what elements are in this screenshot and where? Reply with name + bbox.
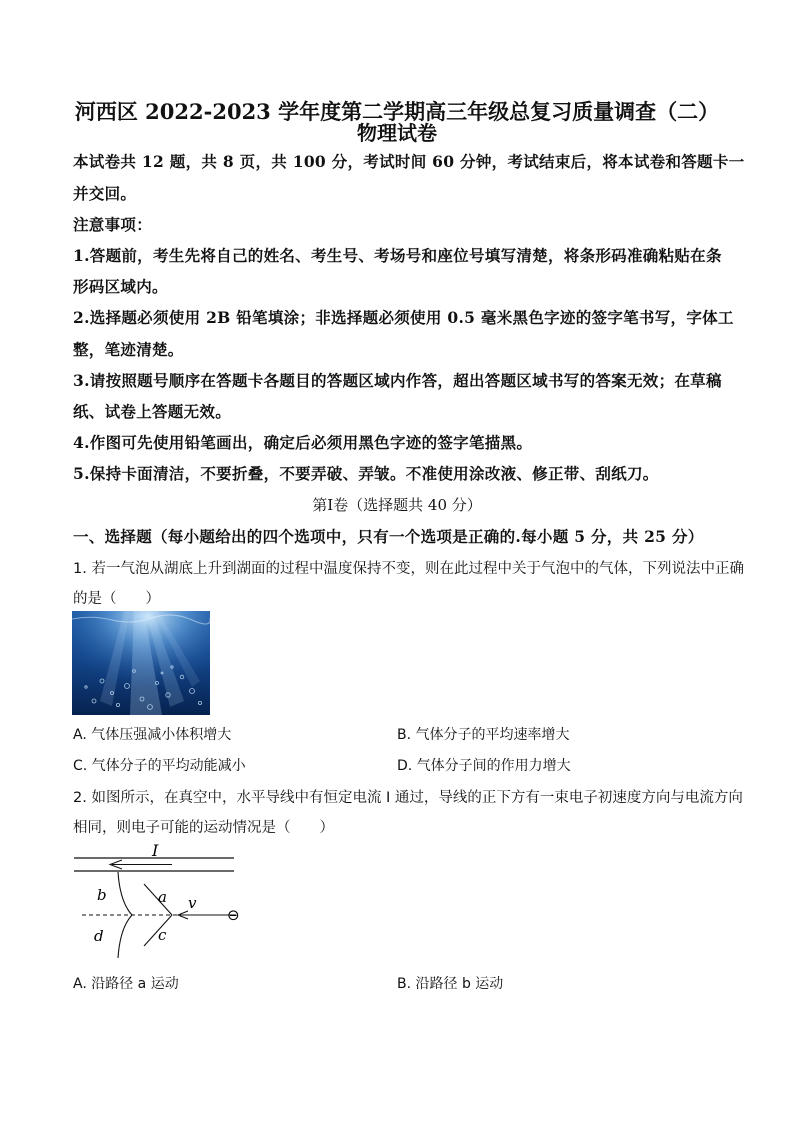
intro-line-1: 本试卷共 12 题，共 8 页，共 100 分，考试时间 60 分钟，考试结束后，将本试卷和答题卡一	[73, 152, 745, 171]
subject-title: 物理试卷	[357, 121, 437, 145]
part-heading: 一、选择题（每小题给出的四个选项中，只有一个选项是正确的.每小题 5 分，共 25 分）	[73, 527, 704, 546]
intro-line-2: 并交回。	[73, 184, 137, 203]
q2-option-a[interactable]: A. 沿路径 a 运动	[73, 976, 179, 992]
note-3-line-1: 3.请按照题号顺序在答题卡各题目的答题区域内作答，超出答题区域书写的答案无效；在草稿	[73, 371, 722, 390]
path-b-curve	[118, 872, 132, 915]
label-a: a	[158, 888, 167, 906]
exam-title: 河西区 2022-2023 学年度第二学期高三年级总复习质量调查（二）	[74, 99, 720, 124]
note-1-line-1: 1.答题前，考生先将自己的姓名、考生号、考场号和座位号填写清楚，将条形码准确粘贴在条	[73, 246, 722, 265]
path-d-curve	[118, 915, 132, 958]
label-d: d	[94, 927, 104, 945]
note-4: 4.作图可先使用铅笔画出，确定后必须用黑色字迹的签字笔描黑。	[73, 433, 533, 452]
q1-option-d[interactable]: D. 气体分子间的作用力增大	[397, 758, 571, 774]
electron-icon: ⊖	[227, 906, 240, 924]
note-1-line-2: 形码区域内。	[73, 277, 168, 296]
notes-heading: 注意事项：	[73, 215, 153, 234]
label-b: b	[97, 886, 107, 904]
volume-heading: 第Ⅰ卷（选择题共 40 分）	[312, 496, 482, 514]
q2-line-2: 相同，则电子可能的运动情况是（ ）	[73, 820, 334, 836]
q1-line-1: 1. 若一气泡从湖底上升到湖面的过程中温度保持不变，则在此过程中关于气泡中的气体，下列说法中正确	[73, 561, 744, 577]
q2-option-b[interactable]: B. 沿路径 b 运动	[397, 976, 504, 992]
note-2-line-2: 整，笔迹清楚。	[73, 340, 184, 359]
q2-line-1: 2. 如图所示，在真空中，水平导线中有恒定电流 I 通过，导线的正下方有一束电子初速度方向与电流方向	[73, 790, 743, 806]
q1-option-c[interactable]: C. 气体分子的平均动能减小	[73, 758, 246, 774]
q1-option-a[interactable]: A. 气体压强减小体积增大	[73, 727, 232, 743]
current-label: I	[152, 841, 159, 860]
underwater-bubbles-image	[72, 611, 210, 715]
note-3-line-2: 纸、试卷上答题无效。	[73, 402, 232, 421]
label-c: c	[158, 926, 167, 944]
q1-line-2: 的是（ ）	[73, 591, 160, 607]
q1-option-b[interactable]: B. 气体分子的平均速率增大	[397, 727, 570, 743]
note-2-line-1: 2.选择题必须使用 2B 铅笔填涂；非选择题必须使用 0.5 毫米黑色字迹的签字笔书写，字体工	[73, 308, 734, 327]
note-5: 5.保持卡面清洁，不要折叠，不要弄破、弄皱。不准使用涂改液、修正带、刮纸刀。	[73, 464, 659, 483]
velocity-label: v	[188, 894, 197, 912]
wire-electron-diagram	[72, 840, 247, 962]
